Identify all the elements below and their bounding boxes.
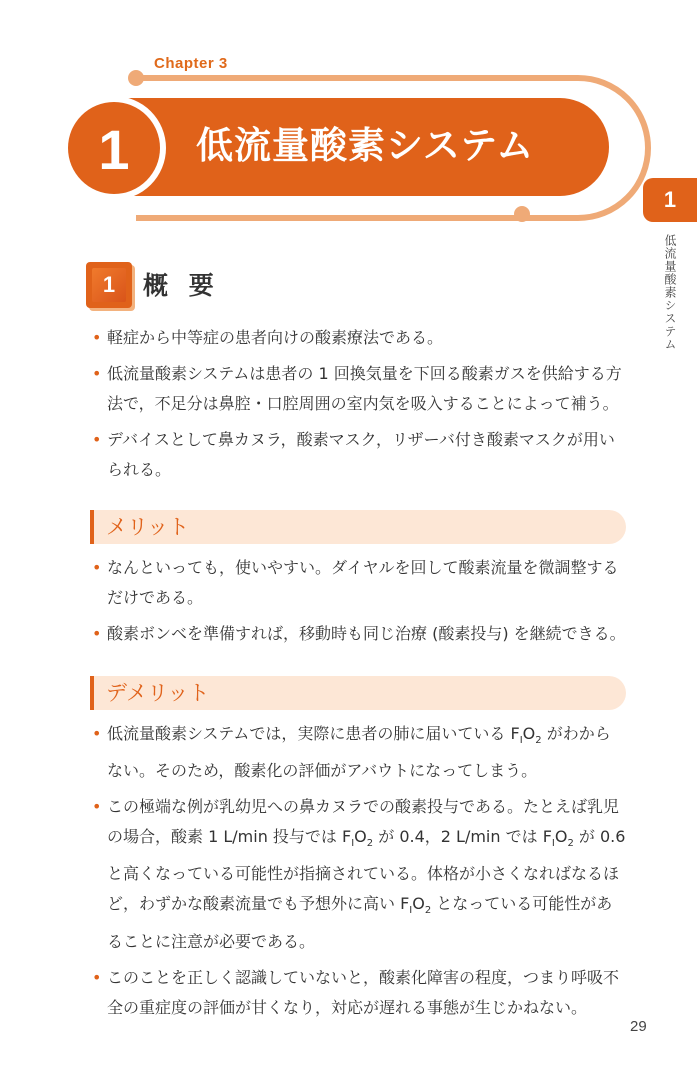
side-tab-number: 1 [663,187,677,212]
list-item [92,359,632,419]
bullet-text-line: 全の重症度の評価が甘くなり，対応が遅れる事態が生じかねない。 [107,997,588,1017]
bullet-text-line: 酸素ボンベを準備すれば，移動時も同じ治療 (酸素投与) を継続できる。 [107,624,626,643]
fio2-term: $F_IO_2$ [542,827,574,850]
bullet-marker: • [92,624,102,643]
list-item [92,963,632,1023]
demerit-list [92,719,632,1029]
fio2-term: $F_IO_2$ [342,827,374,850]
list-item [92,792,632,956]
bullet-text-line: この極端な例が乳幼児への鼻カヌラでの酸素投与である。たとえば乳児 [107,797,620,817]
chapter-number: 1 [98,118,130,181]
bullet-text-line: なんといっても，使いやすい。ダイヤルを回して酸素流量を微調整する [107,558,619,577]
merit-heading [90,510,626,544]
section-number: 1 [92,268,126,302]
merit-list [92,553,632,655]
bullet-text-line: 低流量酸素システムでは，実際に患者の肺に届いている $F_IO_2$ がわから [107,724,611,747]
side-chapter-tab [643,178,697,222]
section-number-badge [86,262,132,308]
demerit-heading-text: デメリット [106,681,210,705]
list-item [92,553,632,613]
bullet-text-line: ることに注意が必要である。 [107,931,316,951]
bullet-text-line: ない。そのため，酸素化の評価がアバウトになってしまう。 [107,761,538,781]
bullet-text-line: の場合，酸素 1 L/min 投与では $F_IO_2$ が 0.4，2 L/min では $F_IO_2$ が 0.6 [107,827,626,850]
list-item [92,619,632,649]
bullet-marker: • [92,558,102,577]
fio2-term: $F_IO_2$ [400,894,432,917]
chapter-title: 低流量酸素システム [196,124,535,167]
bullet-marker: • [92,364,102,383]
bullet-marker: • [92,724,102,743]
bullet-text-line: このことを正しく認識していないと，酸素化障害の程度，つまり呼吸不 [107,967,620,987]
page-number: 29 [630,1018,647,1035]
list-item [92,323,632,353]
banner-dot-top [128,70,144,86]
bullet-text-line: 低流量酸素システムは患者の 1 回換気量を下回る酸素ガスを供給する方 [107,364,622,383]
side-tab-text: 低流量酸素システム [663,234,677,351]
bullet-text-line: と高くなっている可能性が指摘されている。体格が小さくなればなるほ [107,864,620,884]
bullet-text-line: デバイスとして鼻カヌラ，酸素マスク，リザーバ付き酸素マスクが用い [107,430,615,449]
bullet-text-line: だけである。 [107,588,204,607]
bullet-marker: • [92,967,102,987]
bullet-text: 軽症から中等症の患者向けの酸素療法である。 [107,328,444,347]
merit-heading-text: メリット [106,515,190,539]
bullet-text-line: ど，わずかな酸素流量でも予想外に高い $F_IO_2$ となっている可能性があ [107,894,613,917]
bullet-marker: • [92,797,102,817]
section-title: 概 要 [143,271,220,300]
chapter-label: Chapter 3 [154,55,228,72]
bullet-text-line: られる。 [107,460,172,479]
fio2-term: $F_IO_2$ [510,724,542,747]
list-item [92,719,632,786]
list-item [92,425,632,485]
bullet-text-line: 法で，不足分は鼻腔・口腔周囲の室内気を吸入することによって補う。 [107,394,619,413]
demerit-heading [90,676,626,710]
bullet-marker: • [92,328,102,347]
bullet-marker: • [92,430,102,449]
banner-dot-bottom [514,206,530,222]
overview-list [92,323,632,491]
